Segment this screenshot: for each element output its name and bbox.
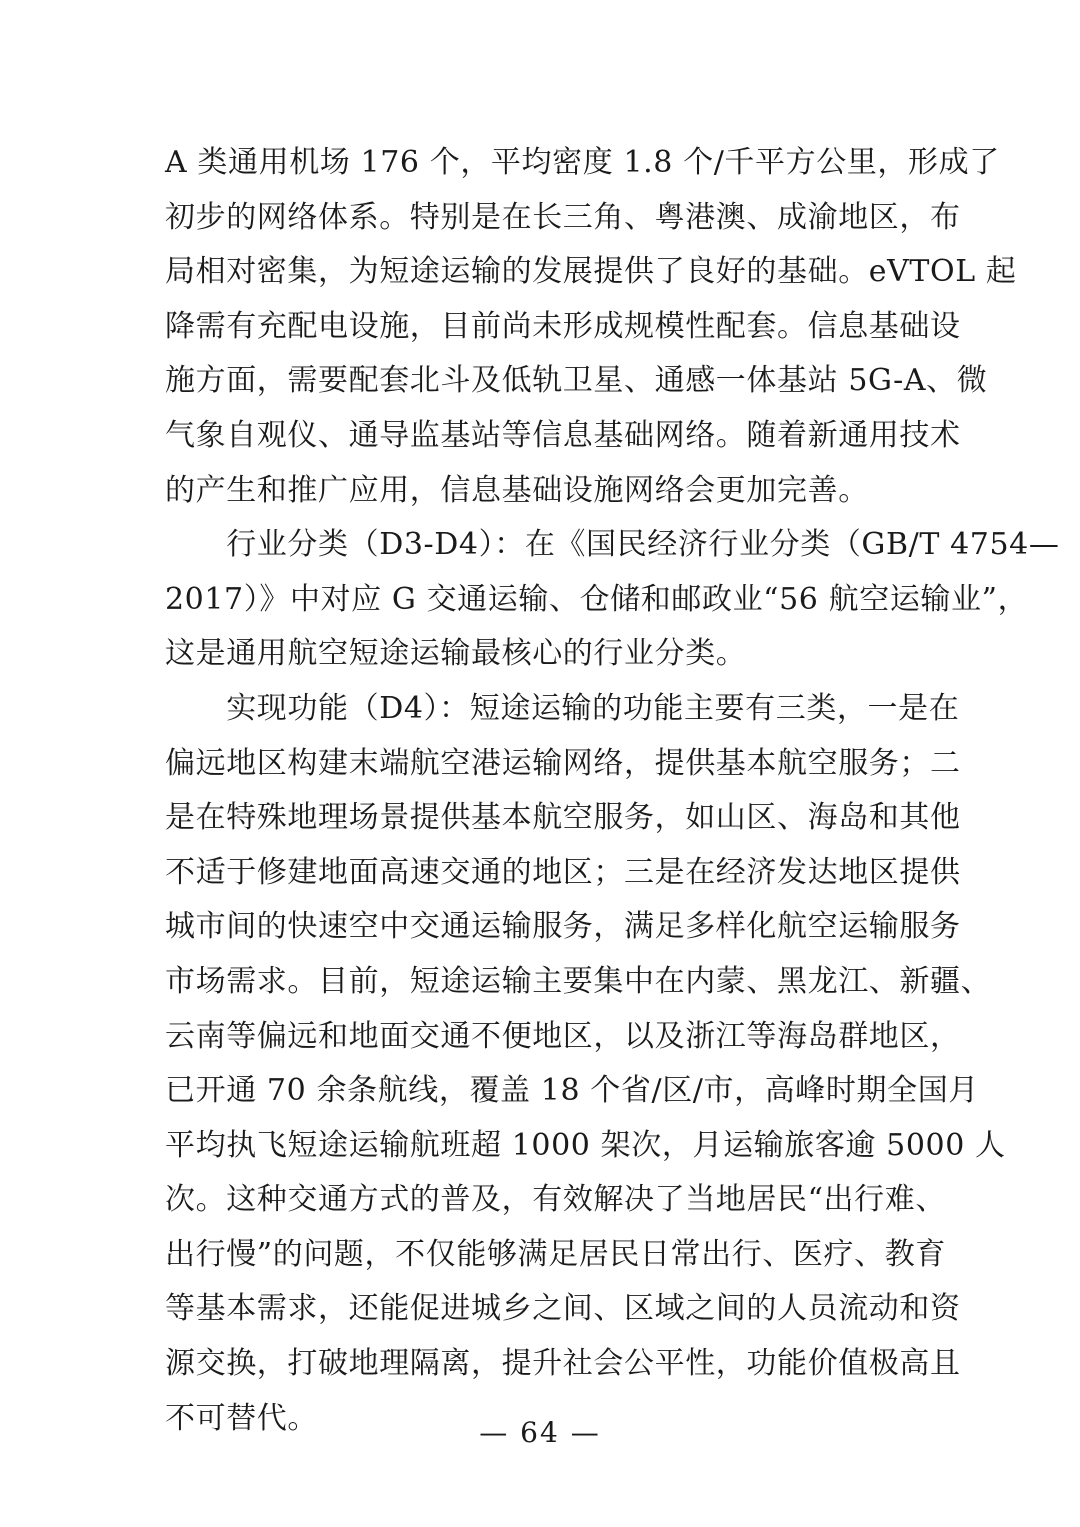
text-line: 的产生和推广应用，信息基础设施网络会更加完善。: [165, 472, 869, 508]
text-line: 降需有充配电设施，目前尚未形成规模性配套。信息基础设: [165, 308, 961, 344]
text-line: 气象自观仪、通导监基站等信息基础网络。随着新通用技术: [165, 417, 961, 453]
text-line: A 类通用机场 176 个，平均密度 1.8 个/千平方公里，形成了: [165, 145, 1000, 180]
text-line: 偏远地区构建末端航空港运输网络，提供基本航空服务；二: [165, 745, 961, 781]
text-line: 源交换，打破地理隔离，提升社会公平性，功能价值极高且: [165, 1346, 961, 1382]
text-line: 等基本需求，还能促进城乡之间、区域之间的人员流动和资: [165, 1291, 961, 1327]
text-line: 这是通用航空短途运输最核心的行业分类。: [165, 636, 747, 672]
paragraph-start-line: 实现功能（D4）：短途运输的功能主要有三类，一是在: [165, 690, 960, 726]
text-line: 不可替代。: [165, 1400, 318, 1436]
text-line: 云南等偏远和地面交通不便地区，以及浙江等海岛群地区，: [165, 1018, 961, 1054]
text-line: 市场需求。目前，短途运输主要集中在内蒙、黑龙江、新疆、: [165, 963, 992, 999]
body-text: [165, 136, 1060, 1446]
page-number: — 64 —: [479, 1416, 601, 1449]
paragraph-start-line: 行业分类（D3-D4）：在《国民经济行业分类（GB/T 4754—: [165, 527, 1060, 563]
text-line: 2017）》中对应 G 交通运输、仓储和邮政业“56 航空运输业”，: [165, 581, 1029, 617]
text-line: 平均执飞短途运输航班超 1000 架次，月运输旅客逾 5000 人: [165, 1127, 1006, 1163]
text-line: 是在特殊地理场景提供基本航空服务，如山区、海岛和其他: [165, 800, 961, 836]
text-line: 不适于修建地面高速交通的地区；三是在经济发达地区提供: [165, 854, 961, 890]
text-line: 已开通 70 余条航线，覆盖 18 个省/区/市，高峰时期全国月: [165, 1073, 979, 1109]
text-line: 城市间的快速空中交通运输服务，满足多样化航空运输服务: [165, 909, 961, 945]
text-line: 出行慢”的问题，不仅能够满足居民日常出行、医疗、教育: [165, 1236, 946, 1272]
text-line: 施方面，需要配套北斗及低轨卫星、通感一体基站 5G-A、微: [165, 363, 988, 399]
text-line: 次。这种交通方式的普及，有效解决了当地居民“出行难、: [165, 1182, 946, 1218]
text-line: 局相对密集，为短途运输的发展提供了良好的基础。eVTOL 起: [165, 254, 1017, 290]
text-line: 初步的网络体系。特别是在长三角、粤港澳、成渝地区，布: [165, 199, 961, 235]
